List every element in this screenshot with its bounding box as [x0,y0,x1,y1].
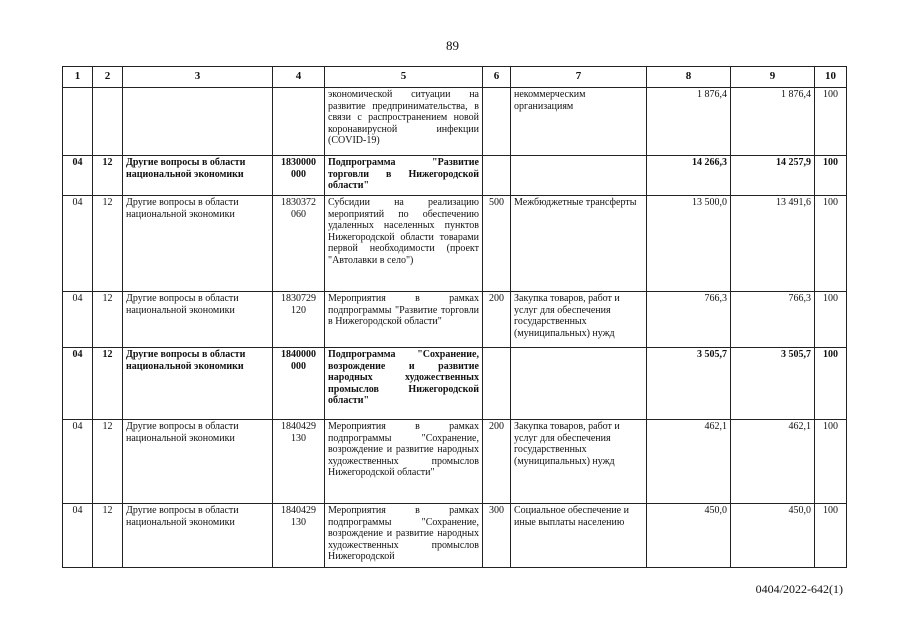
percent-cell: 100 [815,504,847,568]
article-name-cell: Подпрограмма "Сохранение, возрождение и развитие народных художественных промыслов Нижегородской области" [325,348,483,420]
planned-amount-cell: 14 266,3 [647,156,731,196]
percent-cell: 100 [815,348,847,420]
section-code-cell: 04 [63,504,93,568]
expense-type-name-cell: некоммерческим организациям [511,88,647,156]
page-number: 89 [446,38,459,53]
executed-amount-cell: 13 491,6 [731,196,815,292]
expense-type-code-cell [483,88,511,156]
percent-cell: 100 [815,292,847,348]
section-name-cell: Другие вопросы в области национальной экономики [123,504,273,568]
executed-amount-cell: 766,3 [731,292,815,348]
expense-type-code-cell: 200 [483,292,511,348]
planned-amount-cell: 13 500,0 [647,196,731,292]
table-row [63,292,847,348]
planned-amount-cell: 450,0 [647,504,731,568]
planned-amount-cell: 1 876,4 [647,88,731,156]
section-name-cell: Другие вопросы в области национальной экономики [123,292,273,348]
section-code-cell: 04 [63,292,93,348]
section-code-cell: 04 [63,348,93,420]
target-article-cell [273,88,325,156]
expense-type-name-cell [511,348,647,420]
header-cell: 6 [483,67,511,88]
header-cell: 5 [325,67,483,88]
expense-type-code-cell: 300 [483,504,511,568]
executed-amount-cell: 14 257,9 [731,156,815,196]
section-code-cell: 04 [63,420,93,504]
target-article-cell: 1840429 130 [273,504,325,568]
article-name-cell: Субсидии на реализацию мероприятий по обеспечению удаленных населенных пунктов Нижегородской области товарами первой необходимости (проект "Автолавки в село") [325,196,483,292]
section-name-cell: Другие вопросы в области национальной экономики [123,348,273,420]
article-name-cell: Мероприятия в рамках подпрограммы "Сохранение, возрождение и развитие народных художественных промыслов Нижегородской [325,504,483,568]
budget-table [62,66,847,568]
expense-type-code-cell: 500 [483,196,511,292]
section-name-cell: Другие вопросы в области национальной экономики [123,420,273,504]
expense-type-name-cell [511,156,647,196]
expense-type-name-cell: Межбюджетные трансферты [511,196,647,292]
header-cell: 7 [511,67,647,88]
header-row [63,67,847,88]
section-code-cell [63,88,93,156]
expense-type-code-cell [483,348,511,420]
article-name-cell: Мероприятия в рамках подпрограммы "Развитие торговли в Нижегородской области" [325,292,483,348]
header-cell: 4 [273,67,325,88]
expense-type-name-cell: Закупка товаров, работ и услуг для обеспечения государственных (муниципальных) нужд [511,292,647,348]
target-article-cell: 1840429 130 [273,420,325,504]
table-row [63,348,847,420]
section-name-cell [123,88,273,156]
header-cell: 2 [93,67,123,88]
target-article-cell: 1830000 000 [273,156,325,196]
executed-amount-cell: 3 505,7 [731,348,815,420]
article-name-cell: Подпрограмма "Развитие торговли в Нижегородской области" [325,156,483,196]
header-cell: 9 [731,67,815,88]
header-cell: 8 [647,67,731,88]
table-row [63,156,847,196]
planned-amount-cell: 462,1 [647,420,731,504]
percent-cell: 100 [815,196,847,292]
expense-type-code-cell [483,156,511,196]
expense-type-code-cell: 200 [483,420,511,504]
subsection-code-cell: 12 [93,156,123,196]
header-cell: 3 [123,67,273,88]
document-id: 0404/2022-642(1) [755,582,843,596]
subsection-code-cell: 12 [93,420,123,504]
subsection-code-cell: 12 [93,292,123,348]
table-row [63,196,847,292]
table-row [63,88,847,156]
executed-amount-cell: 1 876,4 [731,88,815,156]
planned-amount-cell: 3 505,7 [647,348,731,420]
article-name-cell: экономической ситуации на развитие предпринимательства, в связи с распространением новой коронавирусной инфекции (COVID-19) [325,88,483,156]
section-code-cell: 04 [63,196,93,292]
section-name-cell: Другие вопросы в области национальной экономики [123,196,273,292]
section-name-cell: Другие вопросы в области национальной экономики [123,156,273,196]
subsection-code-cell: 12 [93,504,123,568]
article-name-cell: Мероприятия в рамках подпрограммы "Сохранение, возрождение и развитие народных художественных промыслов Нижегородской области" [325,420,483,504]
target-article-cell: 1840000 000 [273,348,325,420]
subsection-code-cell: 12 [93,348,123,420]
expense-type-name-cell: Закупка товаров, работ и услуг для обеспечения государственных (муниципальных) нужд [511,420,647,504]
expense-type-name-cell: Социальное обеспечение и иные выплаты населению [511,504,647,568]
header-cell: 10 [815,67,847,88]
target-article-cell: 1830729 120 [273,292,325,348]
table-row [63,504,847,568]
target-article-cell: 1830372 060 [273,196,325,292]
table-row [63,420,847,504]
percent-cell: 100 [815,420,847,504]
executed-amount-cell: 462,1 [731,420,815,504]
percent-cell: 100 [815,88,847,156]
header-cell: 1 [63,67,93,88]
subsection-code-cell: 12 [93,196,123,292]
executed-amount-cell: 450,0 [731,504,815,568]
planned-amount-cell: 766,3 [647,292,731,348]
section-code-cell: 04 [63,156,93,196]
subsection-code-cell [93,88,123,156]
percent-cell: 100 [815,156,847,196]
